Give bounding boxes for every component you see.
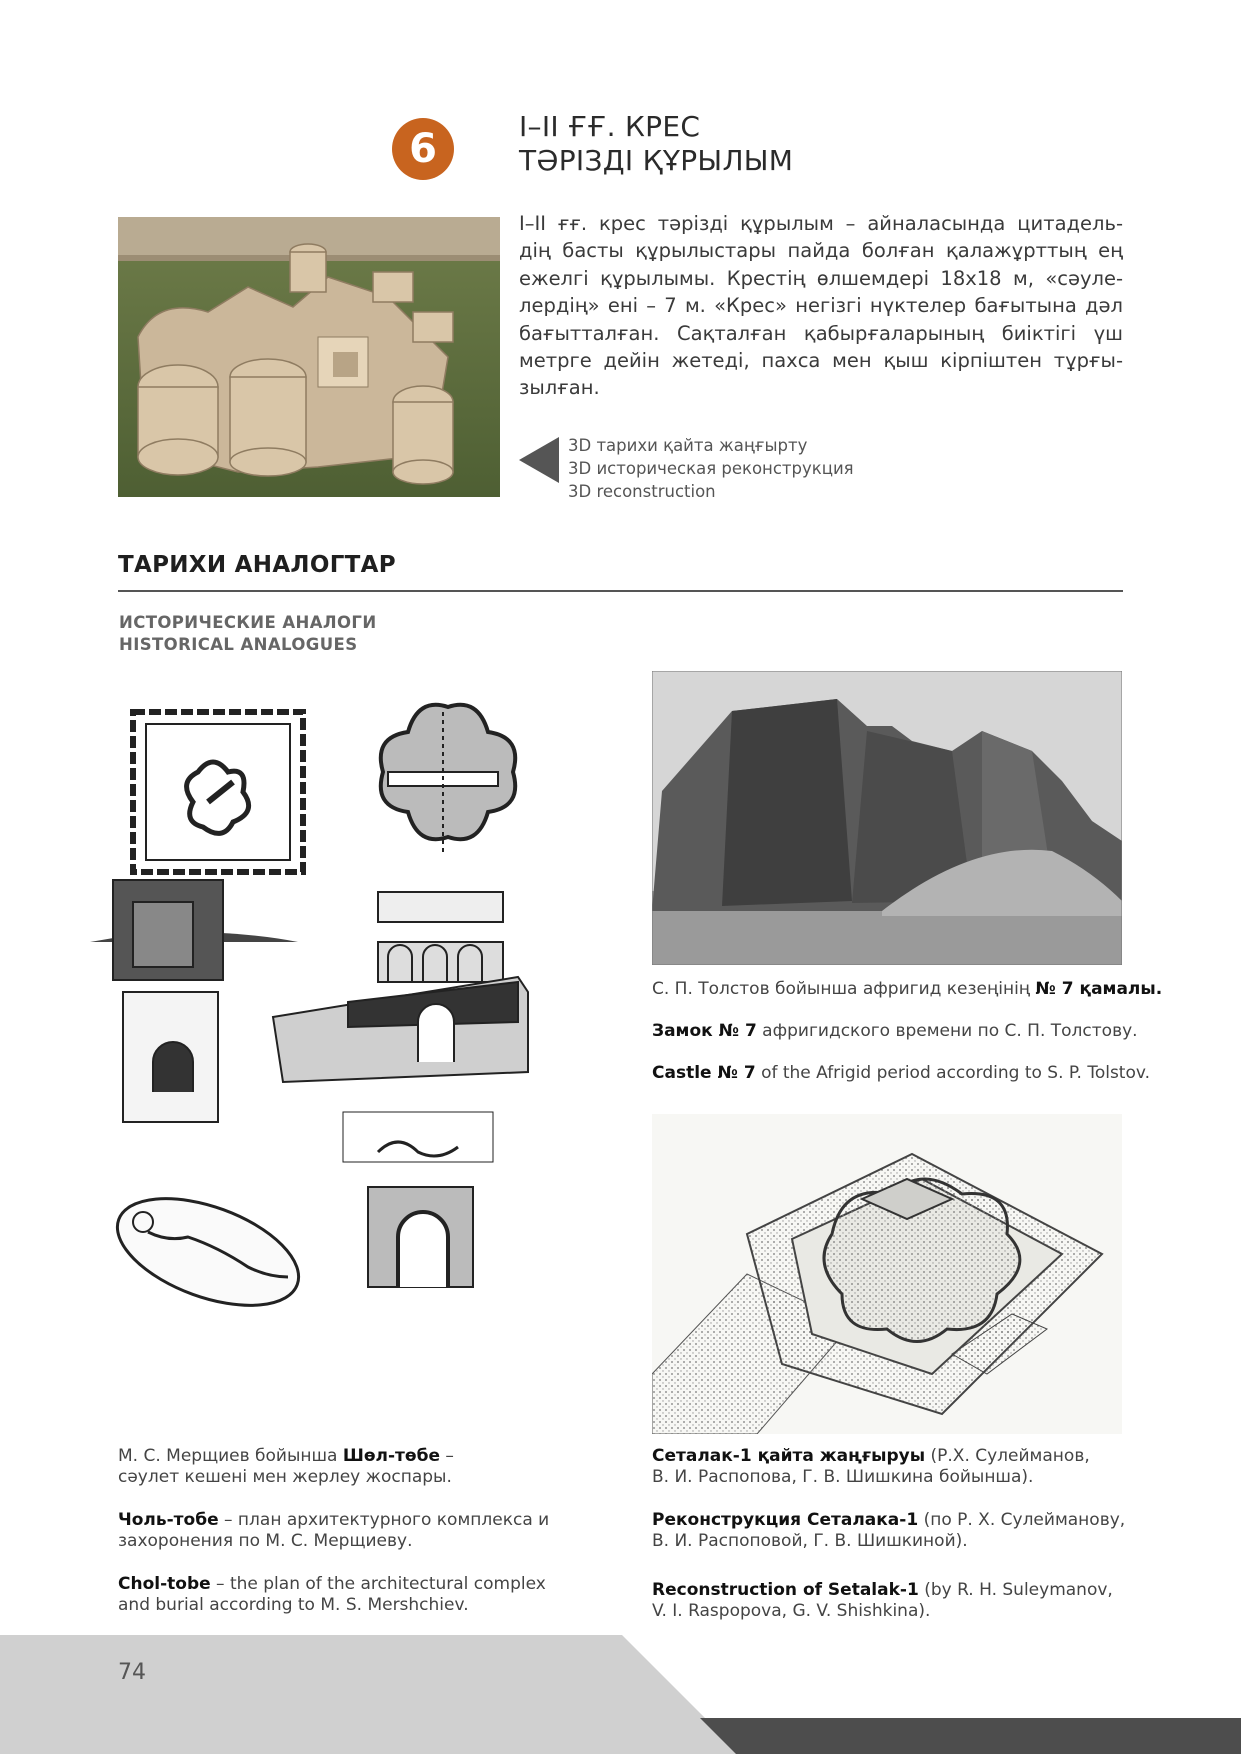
setalak-reconstruction-drawing	[652, 1114, 1122, 1434]
setalak-caption	[652, 1446, 1125, 1622]
setalak-caption-ru: Реконструкция Сеталака-1 (по Р. Х. Сулейманову,	[652, 1510, 1126, 1530]
setalak-caption-kz-2: В. И. Распопова, Г. В. Шишкина бойынша).	[652, 1467, 1034, 1487]
intro-paragraph	[519, 210, 1123, 402]
section-number-badge	[392, 118, 454, 180]
chol-tobe-caption	[118, 1446, 549, 1616]
chol-tobe-drawings	[88, 692, 600, 1425]
chol-tobe-caption-en-2: and burial according to M. S. Mershchiev.	[118, 1595, 469, 1615]
setalak-caption-en: Reconstruction of Setalak-1 (by R. H. Suleymanov,	[652, 1580, 1113, 1600]
section-drawings	[378, 892, 503, 982]
chol-tobe-caption-kz-2: сәулет кешені мен жерлеу жоспары.	[118, 1467, 452, 1487]
chol-tobe-caption-kz: М. С. Мерщиев бойынша Шөл-төбе –	[118, 1446, 454, 1466]
castle-caption-kz: С. П. Толстов бойынша афригид кезеңінің № 7 қамалы.	[652, 979, 1163, 999]
quatrefoil-plan-drawing	[381, 705, 515, 852]
intro-line: метрге дейін жетеді, пахса мен қыш кірпіштен тұрғы-	[519, 349, 1123, 373]
intro-line: I–II ғғ. крес тәрізді құрылым – айналасында цитадель-	[519, 212, 1123, 235]
castle-caption-en: Castle № 7 of the Afrigid period according to S. P. Tolstov.	[652, 1063, 1151, 1083]
section-subtitle	[119, 612, 377, 656]
section-number: 6	[409, 126, 437, 172]
reconstruction-caption	[568, 434, 854, 503]
reconstruction-image	[118, 217, 500, 497]
intro-line: дің басты құрылыстары пайда болған қалажұрттың ең	[519, 239, 1123, 263]
setalak-caption-kz: Сеталак-1 қайта жаңғыруы (Р.Х. Сулейманов,	[652, 1446, 1090, 1466]
section-subtitle-ru: ИСТОРИЧЕСКИЕ АНАЛОГИ	[119, 613, 377, 632]
chol-tobe-caption-en: Chol-tobe – the plan of the architectural complex	[118, 1574, 546, 1594]
reconstruction-kz: 3D тарихи қайта жаңғырту	[568, 436, 808, 455]
castle-caption-ru: Замок № 7 афригидского времени по С. П. Толстову.	[652, 1021, 1138, 1041]
title-line-1: I–II ҒҒ. КРЕС	[519, 110, 701, 143]
intro-line: лердің» ені – 7 м. «Крес» негізгі нүктелер бағытына дәл	[519, 294, 1123, 318]
intro-line: бағытталған. Сақталған қабырғаларының биіктігі үш	[519, 321, 1123, 345]
section-divider	[118, 590, 1123, 592]
chol-tobe-caption-ru: Чоль-тобе – план архитектурного комплекса и	[118, 1510, 550, 1530]
page-footer	[0, 1635, 1241, 1754]
reconstruction-ru: 3D историческая реконструкция	[568, 459, 854, 478]
setalak-caption-en-2: V. I. Raspopova, G. V. Shishkina).	[652, 1601, 931, 1621]
intro-line: ежелгі құрылымы. Крестің өлшемдері 18х18 м, «сәуле-	[519, 266, 1123, 290]
reconstruction-en: 3D reconstruction	[568, 482, 716, 501]
section-title: ТАРИХИ АНАЛОГТАР	[118, 552, 396, 578]
section-subtitle-en: HISTORICAL ANALOGUES	[119, 635, 358, 654]
title-line-2: ТӘРІЗДІ ҚҰРЫЛЫМ	[519, 144, 794, 177]
castle-photo-caption	[652, 979, 1162, 1105]
setalak-caption-ru-2: В. И. Распоповой, Г. В. Шишкиной).	[652, 1531, 968, 1551]
page-title	[519, 110, 793, 178]
intro-line: зылған.	[519, 376, 600, 400]
page-number: 74	[118, 1660, 146, 1685]
castle-7-photo	[652, 671, 1122, 965]
chol-tobe-caption-ru-2: захоронения по М. С. Мерщиеву.	[118, 1531, 413, 1551]
left-triangle-icon	[519, 437, 559, 483]
